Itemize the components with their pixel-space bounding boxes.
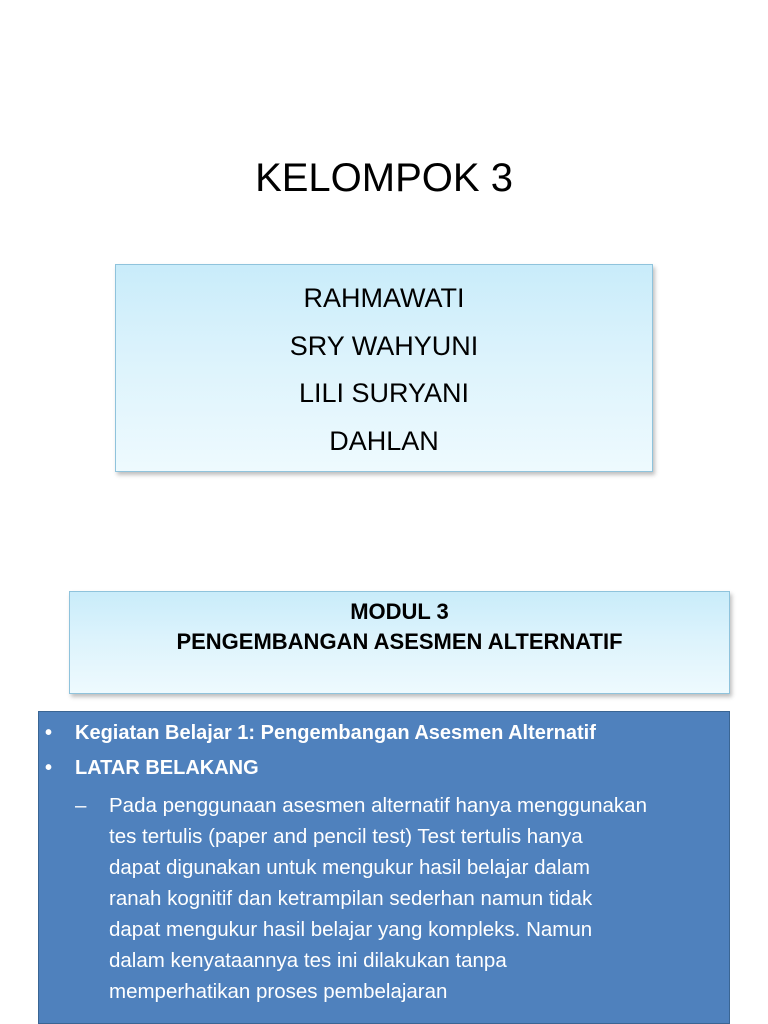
member-name: SRY WAHYUNI: [289, 330, 479, 361]
dash-icon: –: [75, 794, 87, 817]
member-name: LILI SURYANI: [298, 378, 470, 408]
module-number: MODUL 3: [350, 599, 449, 624]
bullet-text: Kegiatan Belajar 1: Pengembangan Asesmen Alternatif: [75, 722, 596, 744]
module-box: [69, 591, 730, 694]
module-title: PENGEMBANGAN ASESMEN ALTERNATIF: [176, 629, 623, 654]
bullet-icon: •: [45, 757, 53, 779]
members-box: [115, 264, 653, 472]
bullet-text: LATAR BELAKANG: [75, 757, 259, 779]
bullet-icon: •: [45, 722, 53, 744]
content-box: [38, 711, 730, 1024]
member-name: RAHMAWATI: [303, 283, 465, 313]
member-name: DAHLAN: [329, 425, 439, 456]
slide-title: KELOMPOK 3: [255, 156, 513, 200]
sub-item-text: Pada penggunaan asesmen alternatif hanya menggunakan tes tertulis (paper and pencil test) Test tertulis hanya dapat digunakan untuk mengukur hasil belajar dalam ranah kognitif dan ketrampilan sederhan namun tidak dapat mengukur hasil belajar yang kompleks. Namun dalam kenyataannya tes ini dilakukan tanpa memperhatikan proses pembelajaran: [109, 794, 647, 1003]
members-list: [116, 275, 652, 465]
